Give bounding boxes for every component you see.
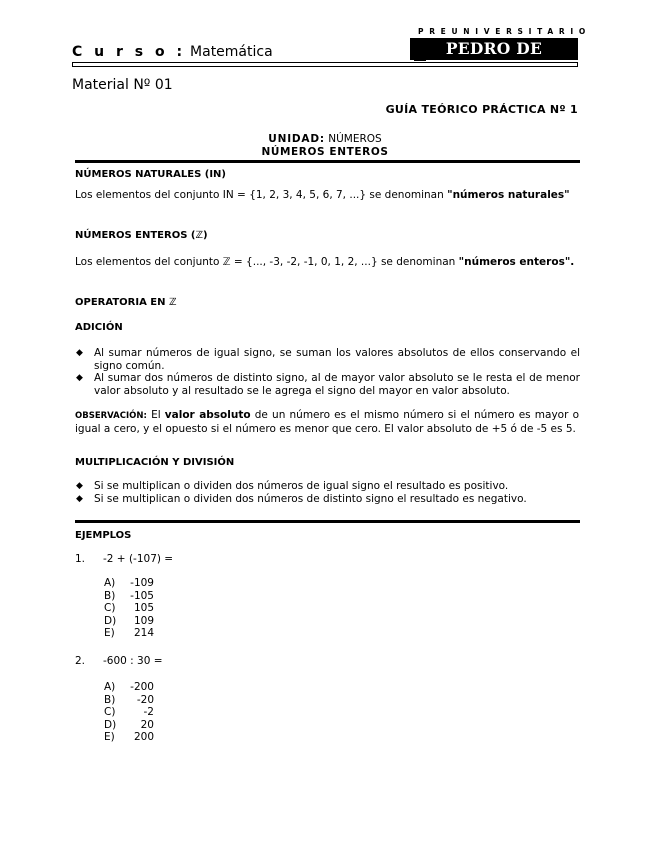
observacion-text: [75, 409, 579, 436]
list-item: [75, 372, 580, 397]
option-letter: D): [104, 718, 117, 731]
unit-label: UNIDAD:: [268, 133, 325, 145]
course-value: Matemática: [190, 44, 273, 60]
observacion-part: El: [146, 409, 165, 421]
list-item-text: Si se multiplican o dividen dos números de distinto signo el resultado es negativo.: [94, 492, 527, 505]
answer-option[interactable]: [104, 627, 154, 640]
option-letter: B): [104, 589, 116, 602]
question-number: 1.: [75, 553, 86, 565]
list-item-text: Al sumar dos números de distinto signo, al de mayor valor absoluto se le resta el de menor valor absoluto y al resultado se le agrega el signo del mayor en valor absoluto.: [94, 372, 580, 397]
multiplicacion-list: [75, 480, 580, 505]
observacion-part: de un número es el mismo número si el número es mayor o igual a cero, y el opuesto si el número es menor que cero. El valor absoluto de +5 ó de -5 es 5.: [75, 409, 579, 435]
list-item-text: Al sumar números de igual signo, se suman los valores absolutos de ellos conservando el signo común.: [94, 347, 580, 372]
section-divider: [75, 160, 580, 163]
course-label: C u r s o :: [72, 44, 186, 60]
answer-option[interactable]: [104, 719, 154, 732]
unit-value: NÚMEROS: [328, 133, 382, 145]
multiplicacion-heading: MULTIPLICACIÓN Y DIVISIÓN: [75, 457, 235, 468]
option-letter: C): [104, 602, 116, 614]
answer-option[interactable]: [104, 694, 154, 707]
bullet-icon: ◆: [76, 481, 83, 491]
list-item-text: Si se multiplican o dividen dos números de igual signo el resultado es positivo.: [94, 480, 509, 492]
naturales-heading: NÚMEROS NATURALES (IN): [75, 169, 226, 180]
enteros-text-body: Los elementos del conjunto ℤ = {..., -3, -2, -1, 0, 1, 2, ...} se denominan: [75, 256, 459, 268]
question-1-options: [104, 577, 154, 640]
option-value: -200: [130, 681, 154, 693]
adicion-list: [75, 347, 580, 397]
unit-line: [72, 133, 578, 145]
bullet-icon: ◆: [76, 493, 83, 504]
adicion-heading: ADICIÓN: [75, 322, 123, 333]
list-item: [75, 480, 580, 493]
question-text: -600 : 30 =: [103, 655, 163, 667]
material-number: Material Nº 01: [72, 77, 173, 93]
answer-option[interactable]: [104, 590, 154, 603]
bullet-icon: ◆: [76, 373, 83, 383]
logo-decoration: [414, 59, 426, 61]
observacion-bold: valor absoluto: [164, 409, 251, 421]
question-1: [75, 553, 173, 565]
enteros-text-bold: "números enteros".: [458, 256, 575, 268]
answer-option[interactable]: [104, 731, 154, 744]
operatoria-heading: OPERATORIA EN ℤ: [75, 297, 177, 308]
question-text: -2 + (-107) =: [103, 553, 174, 565]
option-letter: A): [104, 681, 116, 693]
naturales-text-body: Los elementos del conjunto IN = {1, 2, 3, 4, 5, 6, 7, ...} se denominan: [75, 189, 448, 201]
answer-option[interactable]: [104, 681, 154, 694]
enteros-text: [75, 256, 579, 269]
option-value: 200: [133, 731, 154, 743]
answer-option[interactable]: [104, 602, 154, 615]
option-value: -105: [130, 589, 154, 602]
option-letter: B): [104, 693, 116, 706]
option-value: 109: [133, 614, 154, 627]
naturales-text: [75, 189, 579, 202]
ejemplos-heading: EJEMPLOS: [75, 530, 132, 541]
option-letter: E): [104, 627, 115, 639]
logo: PEDRO DE VALDIVIA: [410, 38, 578, 60]
subunit-title: NÚMEROS ENTEROS: [261, 146, 389, 158]
option-letter: A): [104, 577, 116, 589]
question-2-options: [104, 681, 154, 744]
option-letter: C): [104, 706, 116, 718]
answer-option[interactable]: [104, 615, 154, 628]
guide-title: GUÍA TEÓRICO PRÁCTICA Nº 1: [385, 103, 578, 116]
naturales-text-bold: "números naturales": [447, 189, 570, 201]
question-2: [75, 655, 163, 667]
answer-option[interactable]: [104, 706, 154, 719]
logo-subtitle: PREUNIVERSITARIO: [418, 27, 591, 36]
option-value: 214: [133, 627, 154, 639]
answer-option[interactable]: [104, 577, 154, 590]
observacion-label: OBSERVACIÓN:: [75, 411, 147, 421]
option-letter: D): [104, 614, 117, 627]
section-divider: [75, 520, 580, 523]
option-value: -109: [130, 577, 154, 589]
list-item: [75, 347, 580, 372]
header-divider: [72, 62, 578, 67]
option-value: -20: [136, 693, 154, 706]
bullet-icon: ◆: [76, 348, 83, 358]
question-number: 2.: [75, 655, 86, 667]
option-value: 20: [140, 718, 154, 731]
list-item: [75, 493, 580, 506]
enteros-heading: NÚMEROS ENTEROS (ℤ): [75, 230, 208, 241]
course-title: [72, 44, 273, 60]
option-value: 105: [133, 602, 154, 614]
option-letter: E): [104, 731, 115, 743]
option-value: -2: [143, 706, 154, 718]
